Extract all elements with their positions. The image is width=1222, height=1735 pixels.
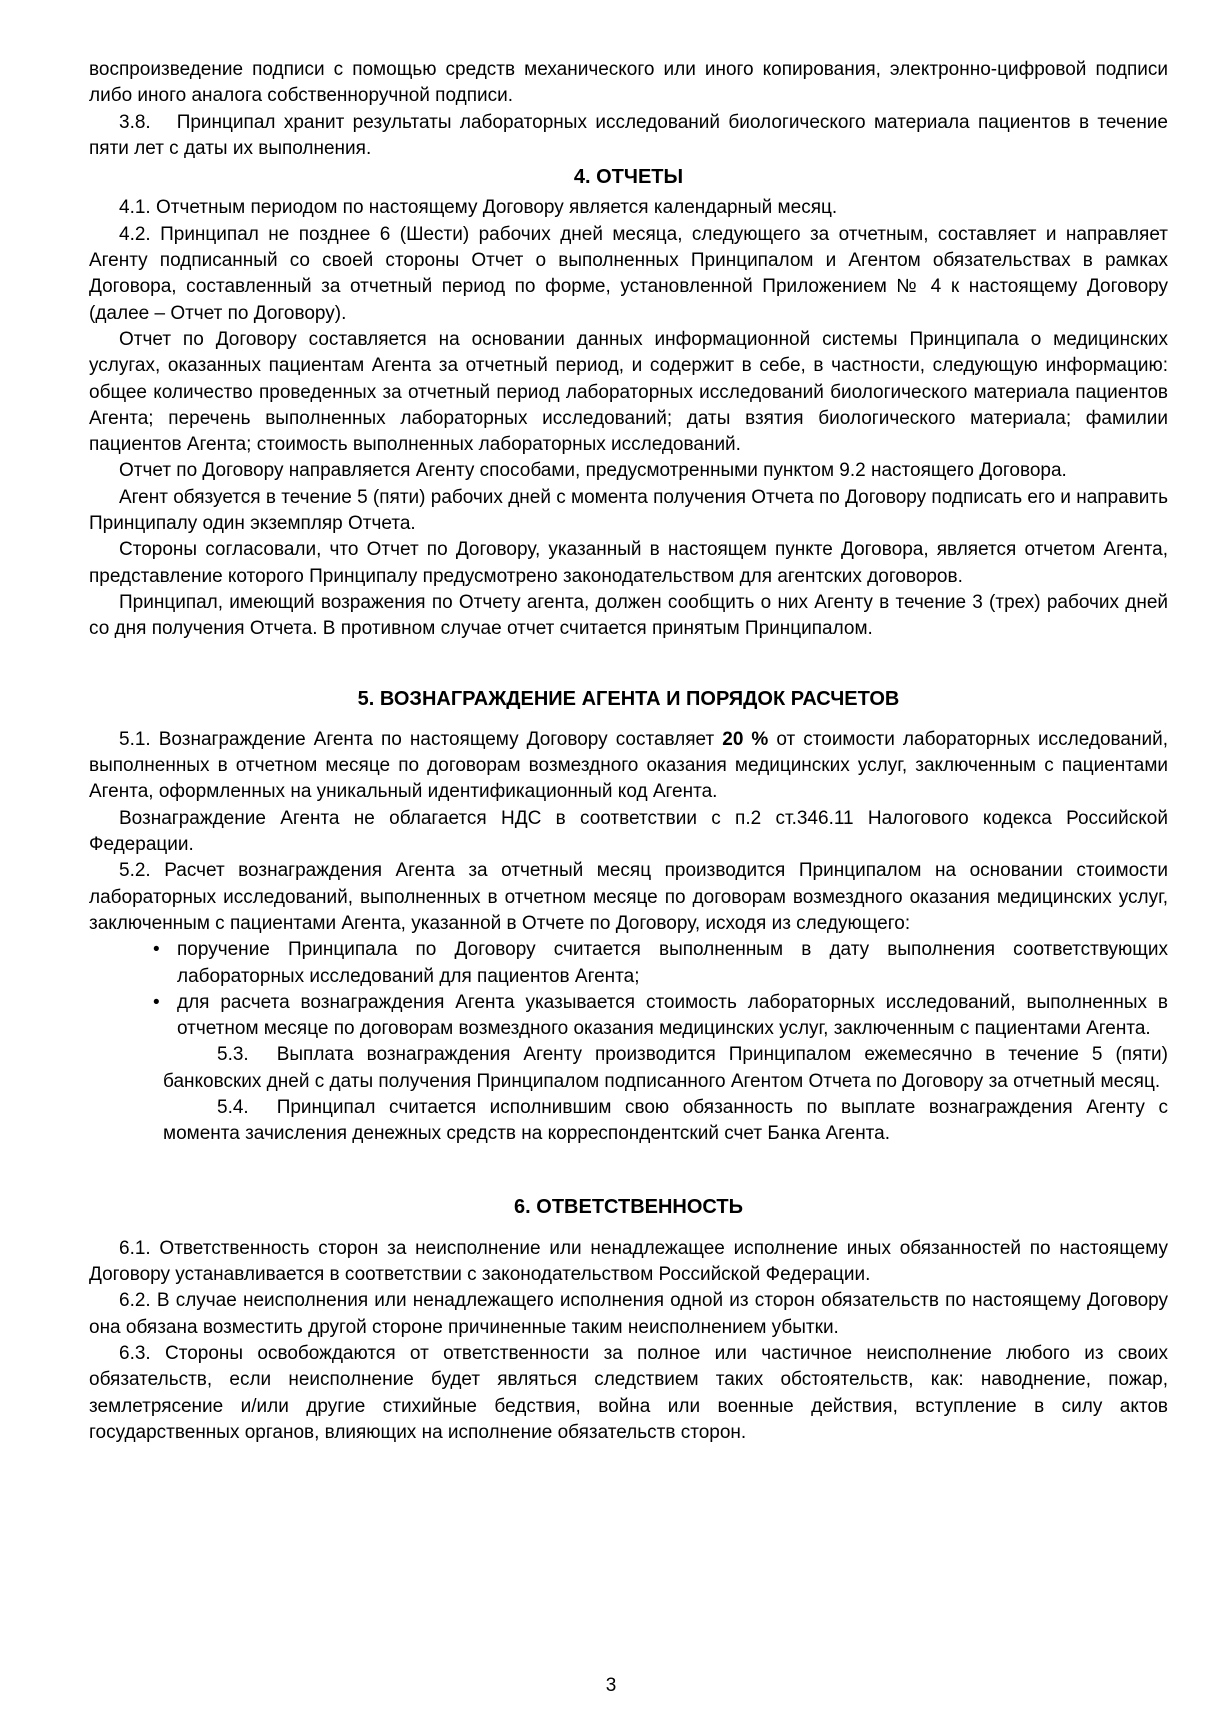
document-content	[89, 57, 1168, 1446]
clause-5-4-text: Принципал считается исполнившим свою обязанность по выплате вознаграждения Агенту с момента зачисления денежных средств на корреспондентский счет Банка Агента.	[163, 1096, 1168, 1145]
paragraph-nds: Вознаграждение Агента не облагается НДС в соответствии с п.2 ст.346.11 Налогового кодекса Российской Федерации.	[89, 807, 1168, 856]
paragraph-4-2: 4.2. Принципал не позднее 6 (Шести) рабочих дней месяца, следующего за отчетным, составляет и направляет Агенту подписанный со своей стороны Отчет о выполненных Принципалом и Агентом обязательствах в рамках Договора, составленный за отчетный период по форме, установленной Приложением № 4 к настоящему Договору (далее – Отчет по Договору).	[89, 223, 1168, 324]
paragraph-report-delivery: Отчет по Договору направляется Агенту способами, предусмотренными пунктом 9.2 настоящего Договора.	[119, 460, 1067, 482]
bullet-marker: •	[153, 939, 160, 961]
paragraph-6-3: 6.3. Стороны освобождаются от ответственности за полное или частичное неисполнение любого из своих обязательств, если неисполнение будет являться следствием таких обстоятельств, как: наводнение, пожар, землетрясение и/или другие стихийные бедствия, война или военные действия, вступление в силу актов государственных органов, влияющих на исполнение обязательств сторон.	[89, 1343, 1168, 1443]
paragraph-6-1: 6.1. Ответственность сторон за неисполнение или ненадлежащее исполнение иных обязанностей по настоящему Договору устанавливается в соответствии с законодательством Российской Федерации.	[89, 1237, 1168, 1286]
clause-3-8-number: 3.8.	[119, 111, 151, 133]
paragraph-4-1: 4.1. Отчетным периодом по настоящему Договору является календарный месяц.	[119, 197, 838, 219]
paragraph-report-contents: Отчет по Договору составляется на основании данных информационной системы Принципала о медицинских услугах, оказанных пациентам Агента за отчетный период, и содержит в себе, в частности, следующую информацию: общее количество проведенных за отчетный период лабораторных исследований биологического материала пациентов Агента; перечень выполненных лабораторных исследований; даты взятия биологического материала; фамилии пациентов Агента; стоимость выполненных лабораторных исследований.	[89, 328, 1168, 456]
list-item-text: для расчета вознаграждения Агента указывается стоимость лабораторных исследований, выполненных в отчетном месяце по договорам возмездного оказания медицинских услуг, заключенным с пациентами Агента.	[177, 991, 1168, 1040]
paragraph-5-1	[89, 727, 1168, 806]
list-item	[153, 990, 1168, 1043]
paragraph-continued: воспроизведение подписи с помощью средств механического или иного копирования, электронно-цифровой подписи либо иного аналога собственноручной подписи.	[89, 59, 1168, 107]
remuneration-percent: 20 %	[722, 728, 769, 750]
list-item-text: поручение Принципала по Договору считается выполненным в дату выполнения соответствующих лабораторных исследований для пациентов Агента;	[177, 939, 1168, 987]
bullet-marker: •	[153, 991, 160, 1013]
clause-3-8-text: Принципал хранит результаты лабораторных исследований биологического материала пациентов в течение пяти лет с даты их выполнения.	[89, 111, 1168, 159]
list-item	[153, 937, 1168, 990]
clause-5-4	[163, 1095, 1168, 1148]
section-4-heading: 4. ОТЧЕТЫ	[573, 166, 684, 189]
paragraph-principal-objections: Принципал, имеющий возражения по Отчету агента, должен сообщить о них Агенту в течение 3 (трех) рабочих дней со дня получения Отчета. В противном случае отчет считается принятым Принципалом.	[89, 591, 1168, 640]
clause-3-8	[89, 110, 1168, 163]
clause-5-4-number: 5.4.	[217, 1096, 249, 1118]
section-5-heading: 5. ВОЗНАГРАЖДЕНИЕ АГЕНТА И ПОРЯДОК РАСЧЕТОВ	[357, 687, 900, 710]
clause-5-3-text: Выплата вознаграждения Агенту производится Принципалом ежемесячно в течение 5 (пяти) банковских дней с даты получения Принципалом подписанного Агентом Отчета по Договору за отчетный месяц.	[163, 1044, 1168, 1092]
clause-5-3	[163, 1042, 1168, 1095]
paragraph-parties-agreed: Стороны согласовали, что Отчет по Договору, указанный в настоящем пункте Договора, является отчетом Агента, представление которого Принципалу предусмотрено законодательством для агентских договоров.	[89, 539, 1168, 587]
paragraph-5-1-text-after: от стоимости лабораторных исследований, выполненных в отчетном месяце по договорам возмездного оказания медицинских услуг, заключенным с пациентами Агента, оформленных на уникальный идентификационный код Агента.	[89, 728, 1168, 803]
paragraph-6-2: 6.2. В случае неисполнения или ненадлежащего исполнения одной из сторон обязательств по настоящему Договору она обязана возместить другой стороне причиненные таким неисполнением убытки.	[89, 1290, 1168, 1338]
section-6-heading: 6. ОТВЕТСТВЕННОСТЬ	[514, 1195, 743, 1218]
paragraph-5-2: 5.2. Расчет вознаграждения Агента за отчетный месяц производится Принципалом на основании стоимости лабораторных исследований, выполненных в отчетном месяце по договорам возмездного оказания медицинских услуг, заключенным с пациентами Агента, указанной в Отчете по Договору, исходя из следующего:	[89, 860, 1168, 934]
calculation-bullet-list	[89, 937, 1168, 1042]
paragraph-5-1-text-before: 5.1. Вознаграждение Агента по настоящему Договору составляет	[119, 728, 723, 750]
clause-5-3-number: 5.3.	[217, 1044, 249, 1066]
paragraph-agent-sign: Агент обязуется в течение 5 (пяти) рабочих дней с момента получения Отчета по Договору подписать его и направить Принципалу один экземпляр Отчета.	[89, 486, 1168, 535]
page-number: 3	[605, 1674, 617, 1696]
